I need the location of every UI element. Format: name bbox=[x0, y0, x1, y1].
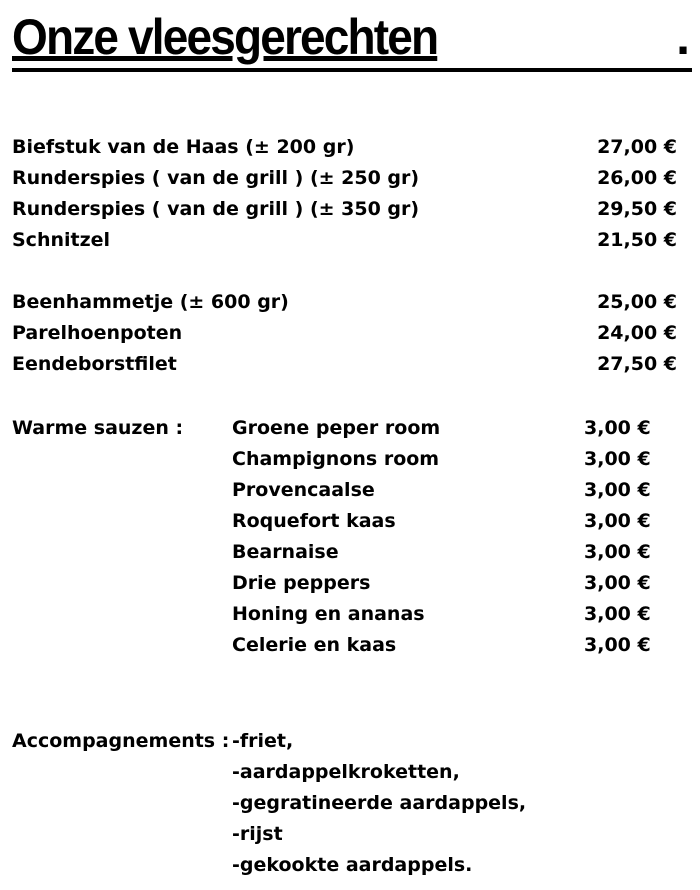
menu-item bbox=[12, 225, 677, 256]
sauce-item bbox=[232, 475, 677, 506]
sauce-price: 3,00 € bbox=[584, 541, 651, 563]
sauce-price: 3,00 € bbox=[584, 572, 651, 594]
menu-item-name: Beenhammetje (± 600 gr) bbox=[12, 291, 289, 313]
menu-item-name: Runderspies ( van de grill ) (± 350 gr) bbox=[12, 198, 420, 220]
sauce-price: 3,00 € bbox=[584, 510, 651, 532]
sauce-price: 3,00 € bbox=[584, 634, 651, 656]
menu-item-price: 27,50 € bbox=[597, 353, 677, 375]
side-item: -rijst bbox=[232, 823, 283, 845]
menu-item-name: Biefstuk van de Haas (± 200 gr) bbox=[12, 136, 355, 158]
side-item: -gekookte aardappels. bbox=[232, 854, 473, 876]
menu-item bbox=[12, 349, 677, 380]
menu-item-name: Parelhoenpoten bbox=[12, 322, 183, 344]
sauce-item bbox=[232, 506, 677, 537]
menu-item bbox=[12, 194, 677, 225]
menu-item-name: Schnitzel bbox=[12, 229, 111, 251]
menu-item bbox=[12, 287, 677, 318]
menu-item-price: 24,00 € bbox=[597, 322, 677, 344]
side-item: -friet, bbox=[232, 730, 294, 752]
sauce-name: Groene peper room bbox=[232, 417, 441, 439]
side-item: -gegratineerde aardappels, bbox=[232, 792, 527, 814]
title-dot: . bbox=[676, 9, 690, 65]
menu-item-price: 21,50 € bbox=[597, 229, 677, 251]
sauce-item bbox=[232, 444, 677, 475]
sauce-price: 3,00 € bbox=[584, 417, 651, 439]
sides-label: Accompagnements : bbox=[12, 730, 230, 752]
menu-item-price: 27,00 € bbox=[597, 136, 677, 158]
sauce-price: 3,00 € bbox=[584, 603, 651, 625]
menu-header bbox=[12, 6, 692, 72]
sauce-name: Roquefort kaas bbox=[232, 510, 396, 532]
sauce-item bbox=[232, 537, 677, 568]
sauce-name: Provencaalse bbox=[232, 479, 375, 501]
sauce-item bbox=[232, 599, 677, 630]
menu-item-name: Eendeborstfilet bbox=[12, 353, 177, 375]
sauce-price: 3,00 € bbox=[584, 448, 651, 470]
menu-item-price: 29,50 € bbox=[597, 198, 677, 220]
sauce-item bbox=[232, 568, 677, 599]
menu-item bbox=[12, 318, 677, 349]
page-title: Onze vleesgerechten bbox=[12, 9, 438, 65]
sauce-name: Honing en ananas bbox=[232, 603, 425, 625]
sauce-item bbox=[232, 413, 677, 444]
menu-item-name: Runderspies ( van de grill ) (± 250 gr) bbox=[12, 167, 420, 189]
sauce-price: 3,00 € bbox=[584, 479, 651, 501]
sauce-name: Celerie en kaas bbox=[232, 634, 397, 656]
menu-item-price: 25,00 € bbox=[597, 291, 677, 313]
sauce-item bbox=[232, 630, 677, 661]
sauces-label: Warme sauzen : bbox=[12, 417, 184, 439]
menu-item-price: 26,00 € bbox=[597, 167, 677, 189]
sauce-name: Drie peppers bbox=[232, 572, 371, 594]
menu-item bbox=[12, 163, 677, 194]
menu-item bbox=[12, 132, 677, 163]
sauce-name: Champignons room bbox=[232, 448, 440, 470]
side-item: -aardappelkroketten, bbox=[232, 761, 460, 783]
sauce-name: Bearnaise bbox=[232, 541, 339, 563]
